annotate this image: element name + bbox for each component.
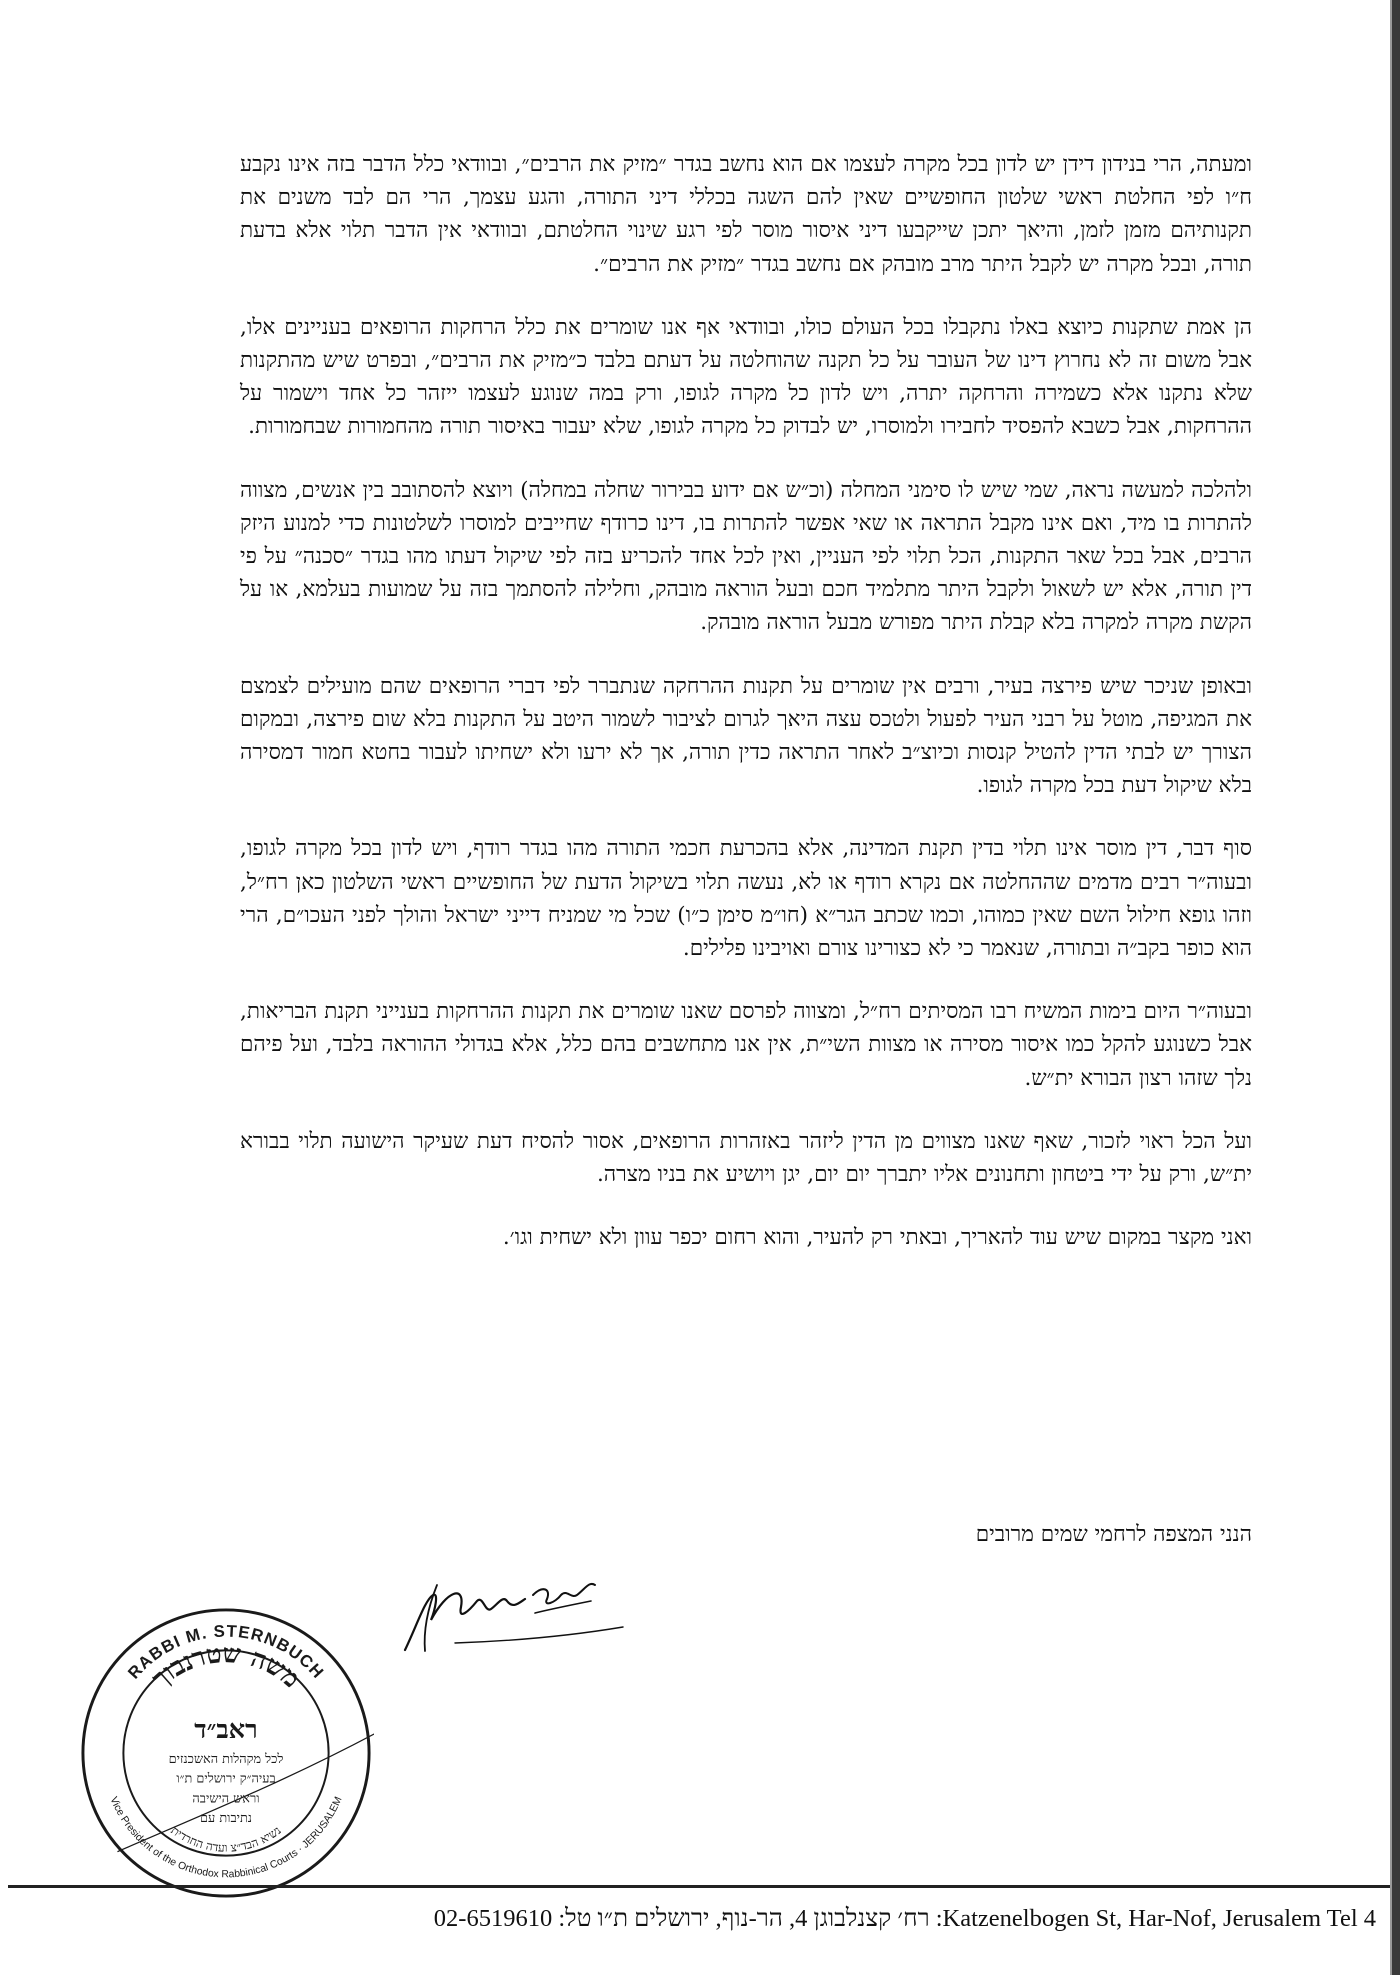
paragraph-6: ובעוה״ר היום בימות המשיח רבו המסיתים רח״ל, ומצווה לפרסם שאנו שומרים את תקנות ההרחקות בענייני תקנת הבריאות, אבל כשנוגע להקל כמו איסור מסירה או מצוות השי״ת, אין אנו מתחשבים בהם כלל, אלא בגדולי ההוראה בלבד, ועל פיהם נלך שזהו רצון הבורא ית״ש.	[240, 999, 1252, 1091]
paragraph-4: ובאופן שניכר שיש פירצה בעיר, ורבים אין שומרים על תקנות ההרחקה שנתברר לפי דברי הרופאים שהם מועילים לצמצם את המגיפה, מוטל על רבני העיר לפעול ולטכס עצה היאך לגרום לציבור לשמור היטב על התקנות בלא שום פירצה, ובמקום הצורך יש לבתי הדין להטיל קנסות וכיוצ״ב לאחר התראה כדין תורה, אך לא ירעו ולא ישחיתו לעבור בחטא חמור דמסירה בלא שיקול דעת בכל מקרה לגופו.	[240, 673, 1252, 799]
paragraph-3: ולהלכה למעשה נראה, שמי שיש לו סימני המחלה (וכ״ש אם ידוע בבירור שחלה במחלה) ויוצא להסתובב בין אנשים, מצווה להתרות בו מיד, ואם אינו מקבל התראה או שאי אפשר להתרות בו, דינו כרודף שחייבים למוסרו לשלטונות כדי למנוע היזק הרבים, אבל בכל שאר התקנות, הכל תלוי לפי העניין, ואין לכל אחד להכריע בזה לפי שיקול דעתו מהו בגדר ״סכנה״ על פי דין תורה, אלא יש לשאול ולקבל היתר מתלמיד חכם ובעל הוראה מובהק, וחלילה להסתמך בזה על שמועות בעלמא, או על הקשת מקרה למקרה בלא קבלת היתר מפורש מבעל הוראה מובהק.	[240, 477, 1252, 636]
seal-line-1: לכל מקהלות האשכנזים	[168, 1751, 284, 1767]
seal-line-2: בעיה״ק ירושלים ת״ו	[176, 1771, 276, 1787]
seal-hebrew-bottom: נשיא הבד״צ ועדה החרדית	[168, 1823, 284, 1855]
paragraph-5: סוף דבר, דין מוסר אינו תלוי בדין תקנת המדינה, אלא בהכרעת חכמי התורה מהו בגדר רודף, ויש לדון בכל מקרה לגופו, ובעוה״ר רבים מדמים שההחלטה אם נקרא רודף או לא, נעשה תלוי בשיקול הדעת של החופשיים ראשי השלטון כאן רח״ל, וזהו גופא חילול השם שאין כמוהו, וכמו שכתב הגר״א (חו״מ סימן כ״ו) שכל מי שמניח דייני ישראל והולך לפני העכו״ם, הרי הוא כופר בקב״ה ובתורה, שנאמר כי לא כצורינו צורם ואויבינו פלילים.	[240, 836, 1252, 962]
seal-line-3: וראש הישיבה	[192, 1791, 260, 1807]
paragraph-8: ואני מקצר במקום שיש עוד להאריך, ובאתי רק להעיר, והוא רחום יכפר עוון ולא ישחית וגו׳.	[502, 1225, 1252, 1251]
rabbinical-seal	[78, 1605, 374, 1901]
letter-body	[240, 148, 1252, 1284]
page-edge	[1392, 0, 1400, 1975]
seal-line-4: נתיבות עם	[200, 1811, 252, 1827]
seal-english-name: RABBI M. STERNBUCH	[124, 1621, 328, 1683]
closing-line: הנני המצפה לרחמי שמים מרובים	[975, 1522, 1252, 1547]
footer-rule	[8, 1885, 1390, 1888]
paragraph-7: ועל הכל ראוי לזכור, שאף שאנו מצווים מן הדין ליזהר באזהרות הרופאים, אסור להסיח דעת שעיקר הישועה תלוי בבורא ית״ש, ורק על ידי ביטחון ותחנונים אליו יתברך יום יום, יגן ויושיע את בניו מצרה.	[240, 1128, 1252, 1188]
paragraph-1: ומעתה, הרי בנידון דידן יש לדון בכל מקרה לעצמו אם הוא נחשב בגדר ״מזיק את הרבים״, ובוודאי כלל הדבר בזה אינו נקבע ח״ו לפי החלטת ראשי שלטון החופשיים שאין להם השגה בכללי דיני התורה, והגע עצמך, הרי הם לבד משנים את תקנותיהם מזמן לזמן, והיאך יתכן שייקבעו דיני איסור מוסר לפי רגע שינוי החלטתם, ובוודאי אין הדבר תלוי אלא בדעת תורה, ובכל מקרה יש לקבל היתר מרב מובהק אם נחשב בגדר ״מזיק את הרבים״.	[240, 152, 1252, 277]
handwritten-signature	[395, 1555, 625, 1665]
seal-title: ראב״ד	[194, 1715, 258, 1746]
footer-address: רח׳ קצנלבוגן 4, הר-נוף, ירושלים ת״ו טל: 02-6519610 :Katzenelbogen St, Har-Nof, Jerusalem Tel 4	[433, 1905, 1376, 1932]
seal-hebrew-name: משה שטרנבוך	[146, 1638, 306, 1695]
page-edge-shadow	[1390, 0, 1392, 1975]
seal-english-title: Vice President of the Orthodox Rabbinical Courts · JERUSALEM	[107, 1795, 345, 1881]
paragraph-2: הן אמת שתקנות כיוצא באלו נתקבלו בכל העולם כולו, ובוודאי אף אנו שומרים את כלל הרחקות הרופאים בעניינים אלו, אבל משום זה לא נחרוץ דינו של העובר על כל תקנה שהוחלטה על דעתם בלבד כ״מזיק את הרבים״, ובפרט שיש מהתקנות שלא נתקנו אלא כשמירה והרחקה יתרה, ויש לדון כל מקרה לגופו, ורק במה שנוגע לעצמו ייזהר כל אחד וישמור על ההרחקות, אבל כשבא להפסיד לחבירו ולמוסרו, יש לבדוק כל מקרה לגופו, שלא יעבור באיסור תורה מהחמורות שבחמורות.	[240, 314, 1252, 440]
